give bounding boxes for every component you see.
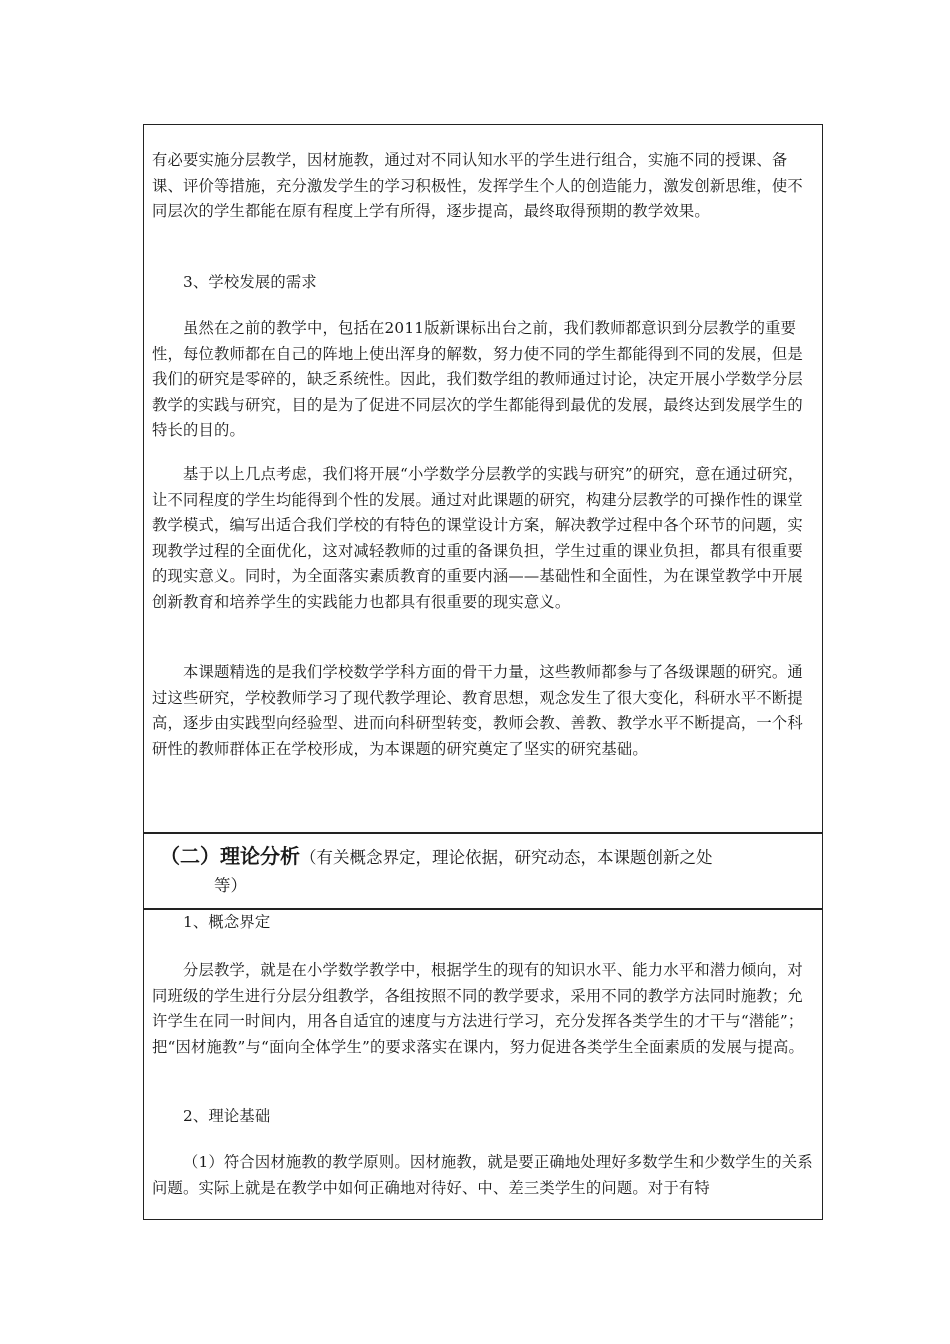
paragraph-research-team: 本课题精选的是我们学校数学学科方面的骨干力量，这些教师都参与了各级课题的研究。通过这些研究，学校教师学习了现代教学理论、教育思想，观念发生了很大变化，科研水平不断提高，逐步由实践型向经验型、进而向科研型转变，教师会教、善教、教学水平不断提高，一个科研性的教师群体正在学校形成，为本课题的研究奠定了坚实的研究基础。 bbox=[152, 663, 803, 758]
paragraph-theory: （1）符合因材施教的教学原则。因材施教，就是要正确地处理好多数学生和少数学生的关系问题。实际上就是在教学中如何正确地对待好、中、差三类学生的问题。对于有特 bbox=[152, 1153, 813, 1197]
paragraph-school-needs: 虽然在之前的教学中，包括在2011版新课标出台之前，我们教师都意识到分层教学的重要性，每位教师都在自己的阵地上使出浑身的解数，努力使不同的学生都能得到不同的发展，但是我们的研究是零碎的，缺乏系统性。因此，我们数学组的教师通过讨论，决定开展小学数学分层教学的实践与研究，目的是为了促进不同层次的学生都能得到最优的发展，最终达到发展学生的特长的目的。 bbox=[152, 319, 803, 440]
paragraph-concept: 分层教学，就是在小学数学教学中，根据学生的现有的知识水平、能力水平和潜力倾向，对同班级的学生进行分层分组教学，各组按照不同的教学要求，采用不同的教学方法同时施教；允许学生在同一时间内，用各自适宜的速度与方法进行学习，充分发挥各类学生的才干与“潜能”；把“因材施教”与“面向全体学生”的要求落实在课内，努力促进各类学生全面素质的发展与提高。 bbox=[152, 961, 804, 1056]
paragraph-intro: 有必要实施分层教学，因材施教，通过对不同认知水平的学生进行组合，实施不同的授课、备课、评价等措施，充分激发学生的学习积极性，发挥学生个人的创造能力，激发创新思维，使不同层次的学生都能在原有程度上学有所得，逐步提高，最终取得预期的教学效果。 bbox=[152, 151, 803, 221]
subheading-concept: 1、概念界定 bbox=[183, 913, 271, 931]
paragraph-considerations: 基于以上几点考虑，我们将开展“小学数学分层教学的实践与研究”的研究，意在通过研究，让不同程度的学生均能得到个性的发展。通过对此课题的研究，构建分层教学的可操作性的课堂教学模式，编写出适合我们学校的有特色的课堂设计方案，解决教学过程中各个环节的问题，实现教学过程的全面优化，这对减轻教师的过重的备课负担，学生过重的课业负担，都具有很重要的现实意义。同时，为全面落实素质教育的重要内涵——基础性和全面性，为在课堂教学中开展创新教育和培养学生的实践能力也都具有很重要的现实意义。 bbox=[152, 465, 804, 611]
section-title-note: （有关概念界定，理论依据，研究动态，本课题创新之处 bbox=[300, 848, 713, 867]
section-title-note-cont: 等） bbox=[214, 876, 247, 895]
section-title bbox=[160, 842, 810, 900]
subheading-school-needs: 3、学校发展的需求 bbox=[183, 273, 317, 291]
subheading-theory: 2、理论基础 bbox=[183, 1107, 271, 1125]
section-title-main: （二）理论分析 bbox=[160, 844, 300, 868]
